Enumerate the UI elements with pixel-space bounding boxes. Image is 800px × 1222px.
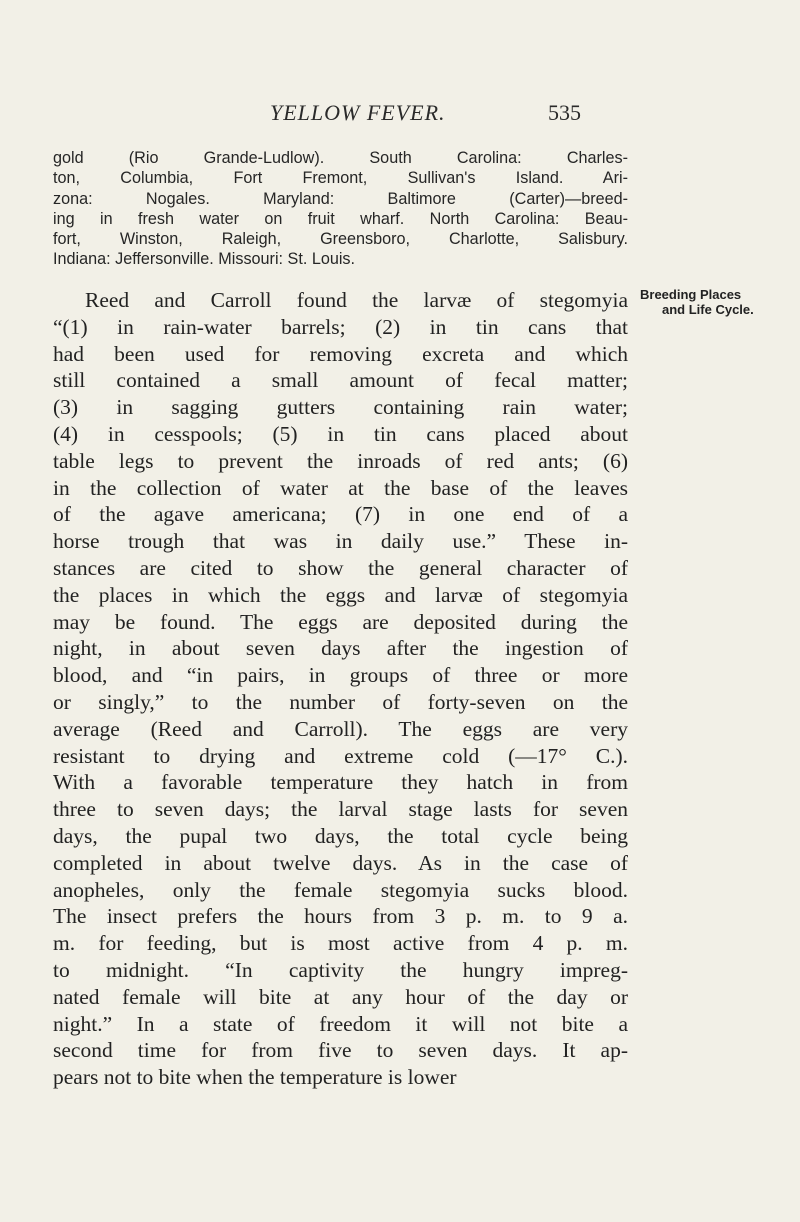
margin-note-line: and Life Cycle. — [662, 302, 754, 317]
text-line: three to seven days; the larval stage lasts for seven — [53, 797, 628, 822]
text-line: may be found. The eggs are deposited during the — [53, 609, 628, 634]
text-line: night.” In a state of freedom it will not bite a — [53, 1011, 628, 1036]
text-line: m. for feeding, but is most active from 4 p. m. — [53, 931, 628, 956]
margin-note — [640, 287, 800, 317]
text-line: horse trough that was in daily use.” These in- — [53, 529, 628, 554]
text-line: The insect prefers the hours from 3 p. m. to 9 a. — [53, 904, 628, 929]
text-line: had been used for removing excreta and which — [53, 341, 628, 366]
text-line: (3) in sagging gutters containing rain water; — [53, 395, 628, 420]
text-line: “(1) in rain-water barrels; (2) in tin cans that — [53, 314, 628, 339]
text-line: fort, Winston, Raleigh, Greensboro, Charlotte, Salisbury. — [53, 230, 628, 249]
text-line: second time for from five to seven days. It ap- — [53, 1038, 628, 1063]
text-line: zona: Nogales. Maryland: Baltimore (Carter)—breed- — [53, 189, 628, 208]
text-line: stances are cited to show the general character of — [53, 555, 628, 580]
text-line: anopheles, only the female stegomyia sucks blood. — [53, 877, 628, 902]
text-line: ton, Columbia, Fort Fremont, Sullivan's Island. Ari- — [53, 169, 628, 188]
text-line: resistant to drying and extreme cold (—17° C.). — [53, 743, 628, 768]
text-line: in the collection of water at the base of the leaves — [53, 475, 628, 500]
text-line: the places in which the eggs and larvæ of stegomyia — [53, 582, 628, 607]
text-line: to midnight. “In captivity the hungry impreg- — [53, 957, 628, 982]
text-line: Reed and Carroll found the larvæ of stegomyia — [85, 288, 628, 312]
text-line: of the agave americana; (7) in one end of a — [53, 502, 628, 527]
text-line: ing in fresh water on fruit wharf. North Carolina: Beau- — [53, 209, 628, 228]
text-line: night, in about seven days after the ingestion of — [53, 636, 628, 661]
text-line: Indiana: Jeffersonville. Missouri: St. Louis. — [53, 250, 356, 269]
text-line: pears not to bite when the temperature is lower — [53, 1065, 457, 1090]
locality-list-paragraph — [53, 148, 628, 270]
text-line: With a favorable temperature they hatch in from — [53, 770, 628, 795]
text-line: still contained a small amount of fecal matter; — [53, 368, 628, 393]
text-line: gold (Rio Grande-Ludlow). South Carolina: Charles- — [53, 149, 628, 167]
text-line: days, the pupal two days, the total cycle being — [53, 823, 628, 848]
text-line: completed in about twelve days. As in the case of — [53, 850, 628, 875]
running-head — [0, 100, 800, 136]
text-line: (4) in cesspools; (5) in tin cans placed about — [53, 421, 628, 446]
main-paragraph — [53, 287, 628, 1091]
page-title: YELLOW FEVER. — [270, 100, 446, 125]
text-line: table legs to prevent the inroads of red ants; (6) — [53, 448, 628, 473]
text-line: or singly,” to the number of forty-seven on the — [53, 689, 628, 714]
text-line: average (Reed and Carroll). The eggs are very — [53, 716, 628, 741]
text-line: blood, and “in pairs, in groups of three or more — [53, 663, 628, 688]
page-number: 535 — [548, 100, 581, 125]
text-line: nated female will bite at any hour of the day or — [53, 984, 628, 1009]
margin-note-line: Breeding Places — [640, 287, 742, 302]
